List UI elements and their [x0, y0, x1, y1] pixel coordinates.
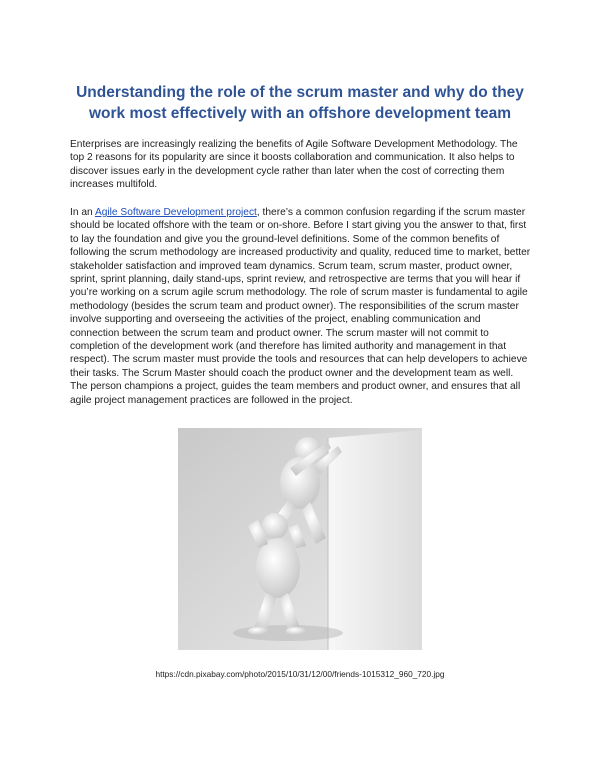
- paragraph-rest: , there’s a common confusion regarding if the scrum master should be located offshore with the team or on-shore. Before I start giving you the answer to that, first to lay the foundation and give you the ground-level definitions. Some of the common benefits of following the scrum methodology are increased productivity and quality, reduced time to market, better stakeholder satisfaction and improved team dynamics. Scrum team, scrum master, product owner, sprint, sprint planning, daily stand-ups, sprint review, and retrospective are terms that you will hear if you’re working on a scrum agile scrum methodology. The role of scrum master is fundamental to agile methodology (besides the scrum team and product owner). The responsibilities of the scrum master involve supporting and overseeing the activities of the project, enabling communication and connection between the scrum team and product owner. The scrum master will not commit to completion of the development work (and therefore has limited authority and management in that respect). The scrum master must provide the tools and resources that can help developers to achieve their tasks. The Scrum Master should coach the product owner and the development team as well. The person champions a project, guides the team members and product owner, and ensures that all agile project management practices are followed in the project.: [70, 207, 531, 406]
- image-source-url: https://cdn.pixabay.com/photo/2015/10/31/12/00/friends-1015312_960_720.jpg: [155, 669, 445, 679]
- paragraph-lead: In an: [70, 207, 95, 218]
- intro-paragraph: Enterprises are increasingly realizing the benefits of Agile Software Development Methodology. The top 2 reasons for its popularity are since it boosts collaboration and communication. It also helps to discover issues early in the development cycle rather than later when the cost of correcting them increases multifold.: [70, 139, 518, 191]
- article-title: Understanding the role of the scrum master and why do they work most effectively with an offshore development team: [76, 84, 524, 122]
- body-paragraph: [70, 206, 532, 407]
- climbing-figures-illustration: [178, 428, 422, 650]
- agile-project-link[interactable]: Agile Software Development project: [94, 207, 257, 218]
- helping-figures-image: [178, 428, 422, 650]
